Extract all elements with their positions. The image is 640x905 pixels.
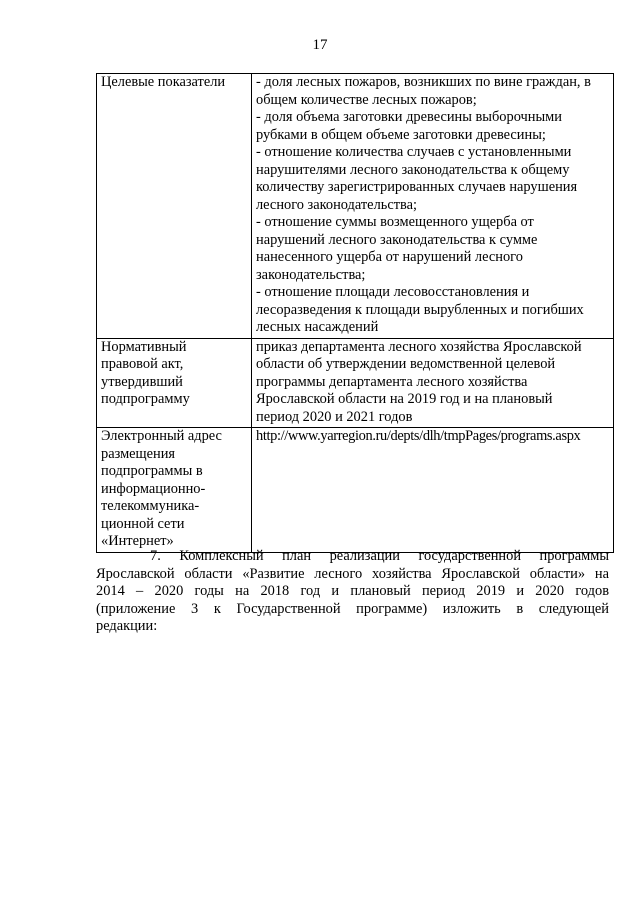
paragraph-line: редакции: xyxy=(96,618,158,635)
label-line: Нормативный xyxy=(101,338,187,355)
label-line: Целевые показатели xyxy=(101,74,226,90)
value-line: лесоразведения к площади вырубленных и погибших xyxy=(256,301,584,318)
value-line: приказ департамента лесного хозяйства Ярославской xyxy=(256,338,582,355)
value-line: - отношение площади лесовосстановления и xyxy=(256,284,530,300)
subprogram-passport-table xyxy=(96,73,614,553)
paragraph-line: 2014 – 2020 годы на 2018 год и плановый период 2019 и 2020 годов xyxy=(96,583,609,600)
program-url-link[interactable]: http://www.yarregion.ru/depts/dlh/tmpPages/programs.aspx xyxy=(256,428,581,444)
target-indicators-value xyxy=(252,74,614,339)
value-line: общем количестве лесных пожаров; xyxy=(256,91,477,108)
target-indicators-label xyxy=(97,74,252,339)
value-line: лесного законодательства; xyxy=(256,196,417,213)
label-line: информационно- xyxy=(101,480,206,497)
label-line: подпрограмму xyxy=(101,391,190,407)
label-line: правовой акт, xyxy=(101,356,184,372)
label-line: утвердивший xyxy=(101,373,183,390)
value-line: лесных насаждений xyxy=(256,319,379,335)
web-address-label xyxy=(97,428,252,553)
label-line: телекоммуника- xyxy=(101,498,200,514)
table-row-legal-act xyxy=(97,338,614,428)
table-row-web-address xyxy=(97,428,614,553)
section-7-paragraph xyxy=(96,548,609,636)
value-line: нарушителями лесного законодательства к общему xyxy=(256,161,570,178)
paragraph-line: 7. Комплексный план реализации государственной программы xyxy=(150,548,609,564)
legal-act-value xyxy=(252,338,614,428)
label-line: размещения xyxy=(101,445,176,462)
value-line: программы департамента лесного хозяйства xyxy=(256,373,528,390)
value-line: - доля объема заготовки древесины выборочными xyxy=(256,109,562,125)
value-line: период 2020 и 2021 годов xyxy=(256,408,413,425)
page-number: 17 xyxy=(312,37,328,53)
paragraph-line: Ярославской области «Развитие лесного хозяйства Ярославской области» на xyxy=(96,565,609,582)
value-line: количеству зарегистрированных случаев нарушения xyxy=(256,179,578,195)
web-address-value xyxy=(252,428,614,553)
label-line: ционной сети xyxy=(101,515,185,532)
value-line: - доля лесных пожаров, возникших по вине граждан, в xyxy=(256,74,591,90)
label-line: Электронный адрес xyxy=(101,428,222,444)
value-line: области об утверждении ведомственной целевой xyxy=(256,356,556,372)
label-line: подпрограммы в xyxy=(101,463,203,479)
legal-act-label xyxy=(97,338,252,428)
value-line: законодательства; xyxy=(256,266,366,283)
label-line: «Интернет» xyxy=(101,533,174,549)
value-line: - отношение суммы возмещенного ущерба от xyxy=(256,214,534,230)
value-line: рубками в общем объеме заготовки древесины; xyxy=(256,126,546,143)
value-line: Ярославской области на 2019 год и на плановый xyxy=(256,391,553,407)
paragraph-line: (приложение 3 к Государственной программе) изложить в следующей xyxy=(96,600,609,617)
value-line: - отношение количества случаев с установленными xyxy=(256,144,572,160)
value-line: нанесенного ущерба от нарушений лесного xyxy=(256,249,523,265)
value-line: нарушений лесного законодательства к сумме xyxy=(256,231,538,248)
table-row-target-indicators xyxy=(97,74,614,339)
